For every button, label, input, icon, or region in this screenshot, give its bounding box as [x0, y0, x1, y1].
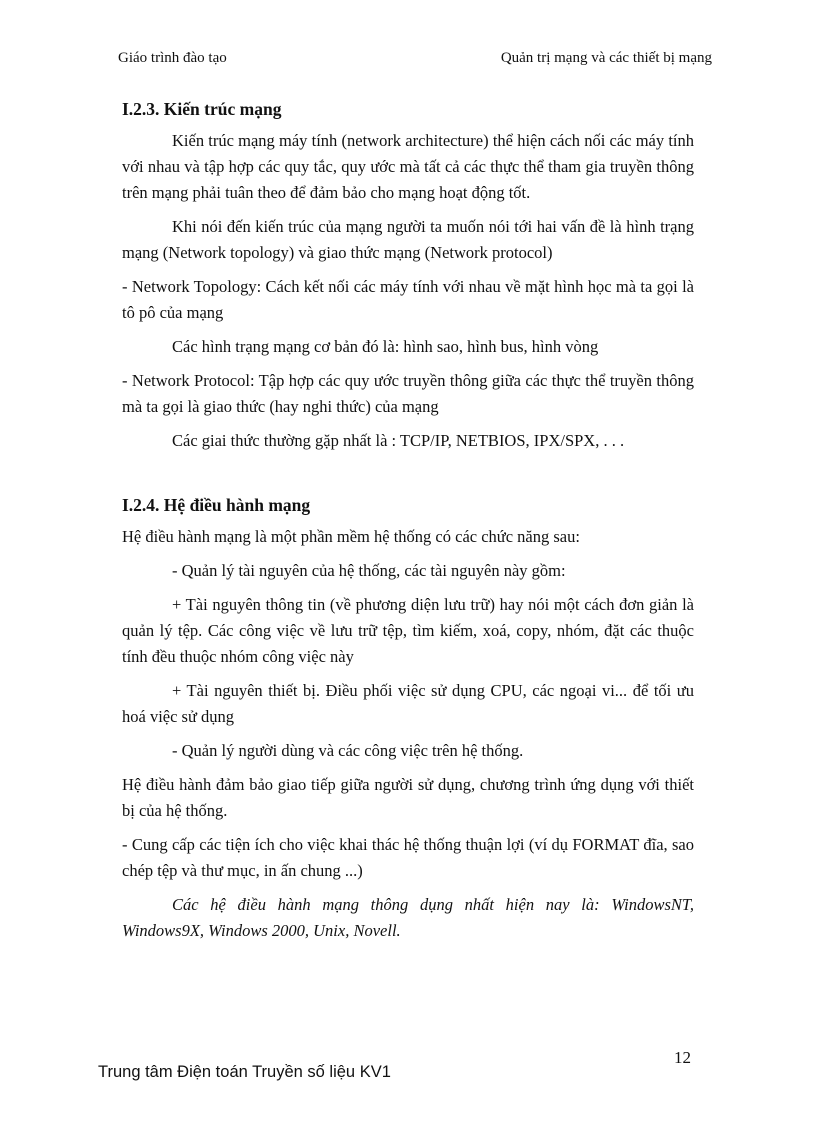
paragraph: - Quản lý tài nguyên của hệ thống, các tài nguyên này gồm: [172, 561, 566, 580]
paragraph: - Network Topology: Cách kết nối các máy tính với nhau về mặt hình học mà ta gọi là tô pô của mạng [122, 277, 694, 322]
header-left-title: Giáo trình đào tạo [118, 50, 227, 66]
page-content [122, 96, 694, 952]
paragraph: - Cung cấp các tiện ích cho việc khai thác hệ thống thuận lợi (ví dụ FORMAT đĩa, sao chép tệp và thư mục, in ấn chung ...) [122, 835, 694, 880]
paragraph: + Tài nguyên thông tin (về phương diện lưu trữ) hay nói một cách đơn giản là quản lý tệp. Các công việc về lưu trữ tệp, tìm kiếm, xoá, copy, nhóm, đặt các thuộc tính đều thuộc nhóm công việc này [122, 595, 694, 666]
section-spacer [122, 462, 694, 492]
paragraph: Khi nói đến kiến trúc của mạng người ta muốn nói tới hai vấn đề là hình trạng mạng (Network topology) và giao thức mạng (Network protocol) [122, 217, 694, 262]
paragraph: Hệ điều hành đảm bảo giao tiếp giữa người sử dụng, chương trình ứng dụng với thiết bị của hệ thống. [122, 775, 694, 820]
paragraph: Kiến trúc mạng máy tính (network architecture) thể hiện cách nối các máy tính với nhau và tập hợp các quy tắc, quy ước mà tất cả các thực thể tham gia truyền thông trên mạng phải tuân theo để đảm bảo cho mạng hoạt động tốt. [122, 131, 694, 202]
paragraph: Các hình trạng mạng cơ bản đó là: hình sao, hình bus, hình vòng [172, 337, 599, 356]
paragraph: + Tài nguyên thiết bị. Điều phối việc sử dụng CPU, các ngoại vi... để tối ưu hoá việc sử dụng [122, 681, 694, 726]
section-heading-network-architecture: I.2.3. Kiến trúc mạng [122, 99, 282, 119]
paragraph: Hệ điều hành mạng là một phần mềm hệ thống có các chức năng sau: [122, 527, 580, 546]
paragraph: Các giai thức thường gặp nhất là : TCP/IP, NETBIOS, IPX/SPX, . . . [172, 431, 625, 450]
paragraph: - Network Protocol: Tập hợp các quy ước truyền thông giữa các thực thể truyền thông mà ta gọi là giao thức (hay nghi thức) của mạng [122, 371, 694, 416]
footer-text: Trung tâm Điện toán Truyền số liệu KV1 [98, 1063, 391, 1081]
page-number: 12 [674, 1048, 691, 1067]
header-right-title: Quản trị mạng và các thiết bị mạng [500, 50, 712, 66]
paragraph: - Quản lý người dùng và các công việc trên hệ thống. [172, 741, 524, 760]
section-heading-network-os: I.2.4. Hệ điều hành mạng [122, 495, 311, 515]
paragraph-italic: Các hệ điều hành mạng thông dụng nhất hiện nay là: WindowsNT, Windows9X, Windows 2000, Unix, Novell. [122, 895, 694, 940]
page-header [118, 50, 712, 72]
